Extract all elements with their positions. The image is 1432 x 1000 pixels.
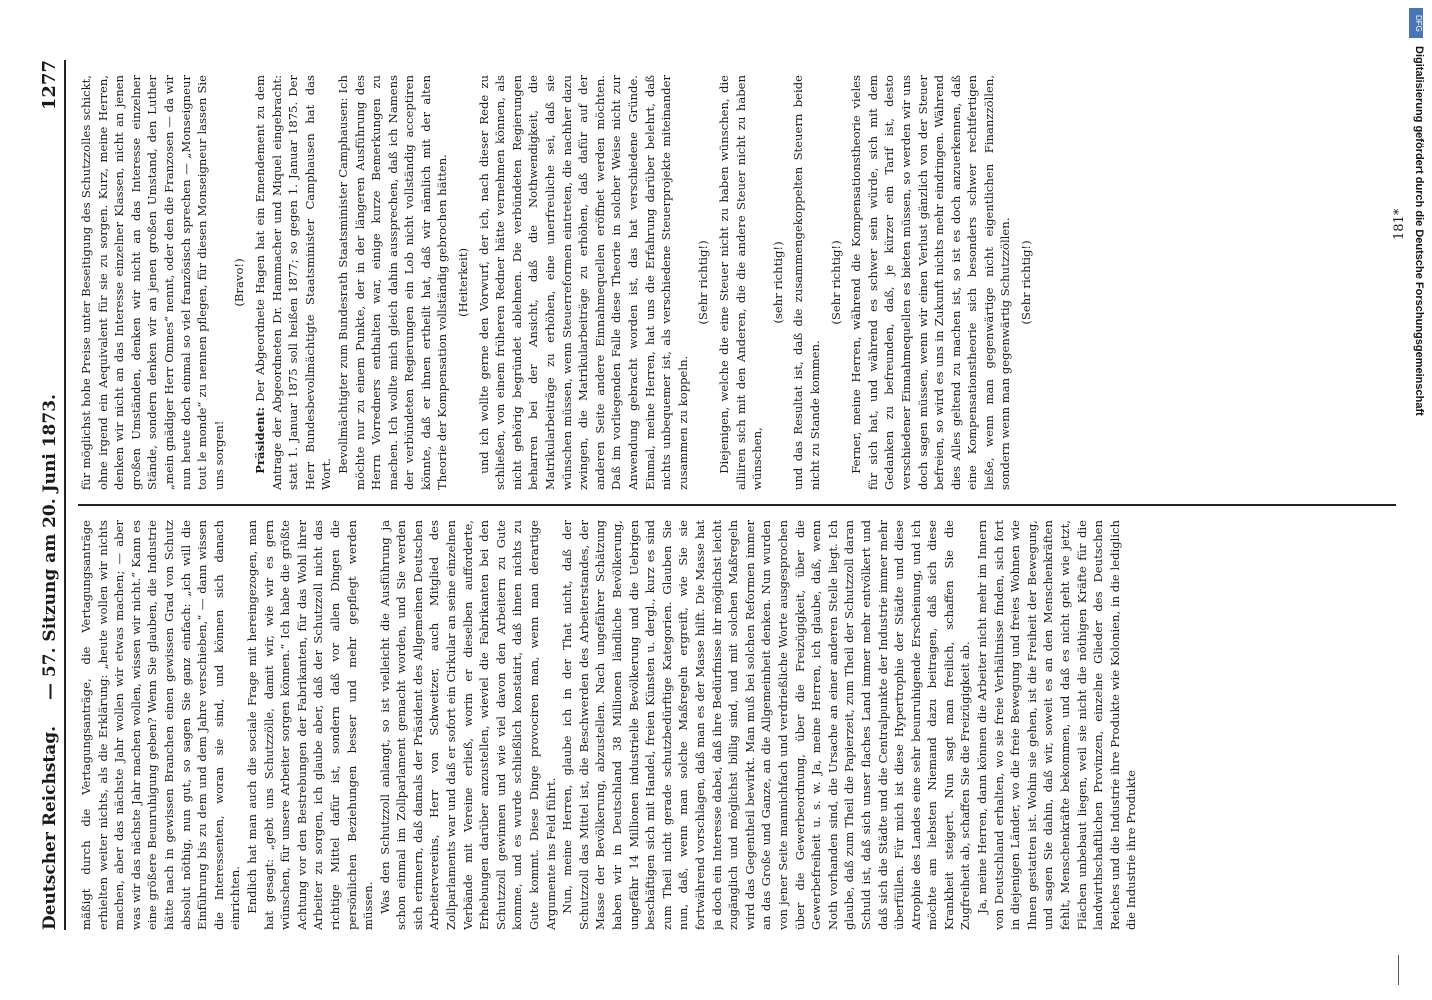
paragraph: [476, 75, 692, 490]
paragraph: [335, 75, 451, 490]
interjection: [455, 75, 472, 490]
funding-notice: [1405, 10, 1425, 710]
interjection: [828, 75, 845, 490]
paragraph-text: Was den Schutzzoll anlangt, so ist vielleicht die Ausführung ja schon einmal im Zollparlament gemacht worden, und Sie werden sich erinnern, daß damals der Präsident des Allgemeinen Deutschen Arbeitervereins, Herr von Schweitzer, auch Mitglied des Zollparlaments war und daß er sofort ein Cirkular an seine einzelnen Verbände mit Vereine erließ, worin er dieselben aufforderte, Erhebungen darüber anzustellen, wieviel die Fabrikanten bei den Schutzzoll gewinnen und wie viel davon den Arbeitern zu Gute komme, und es wurde schließlich konstatirt, daß ihnen nichts zu Gute kommt. Diese Dinge provociren man, wenn man derartige Argumente ins Feld führt.: [377, 520, 558, 930]
interjection: [231, 75, 248, 490]
paragraph-text: (Sehr richtig!): [696, 240, 711, 325]
paragraph: [78, 75, 227, 490]
paragraph: [377, 520, 560, 930]
funding-notice-text: Digitalisierung gefördert durch die Deutsche Forschungsgemeinschaft: [1413, 46, 1425, 416]
paragraph-text: Der Abgeordnete Hagen hat ein Emendement zu dem Antrage der Abgeordneten Dr. Hammacher und Miquel eingebracht: statt 1. Januar 1875 soll heißen 1877; so gegen 1. Januar 1875. Der Herr Bundesbevollmächtigte Staatsminister Camphausen hat das Wort.: [252, 75, 334, 490]
interjection: [695, 75, 712, 490]
paragraph: [848, 75, 1014, 490]
right-column: [78, 75, 1402, 490]
paragraph: [790, 75, 823, 490]
column-divider: [78, 504, 1396, 506]
paragraph-text: Ferner, meine Herren, während die Kompensationstheorie vieles für sich hat, und während es schwer sein würde, sich mit dem Gedanken zu befreunden, daß, je kürzer ein Tarif ist, desto verschiedener Einnahmequellen es bieten müssen, so werden wir uns doch sagen müssen, wenn wir einen Verlust gänzlich von der Steuer befreien, so wird es uns in Zukunft nichts mehr eindringen. Während dies Alles geltend zu machen ist, so ist es doch anzuerkennen, daß eine Kompensationstheorie sich besonders schwer rechtfertigen ließe, wenn man gegenwärtige nicht eigentlichen Finanzzöllen, sondern wenn man gegenwärtig Schutzzöllen.: [849, 75, 1013, 490]
paragraph-text: (Sehr richtig!): [828, 240, 843, 325]
paragraph-text: Ja, meine Herren, dann können die Arbeiter nicht mehr im Innern von Deutschland erhalten, wo sie freie Verhältnisse finden, sich fort in diejenigen Länder, wo die freie Bewegung und freies Wohnen wie Ihnen gestatten ist. Wohin sie gehen, ist die Freiheit der Bewegung, und sagen Sie dahin, daß wir, soweit es an den Menschenkräften fehlt, Menschenkräfte bekommen, und daß es nicht geht wie jetzt, Flächen unbebaut liegen, weil sie nicht die nöthigen Kräfte für die landwirthschaftlichen Provinzen, einzelne Glieder des Deutschen Reiches und die Industrie ihre Produkte wie Kolonien, in die lediglich die Industrie ihre Produkte: [975, 520, 1139, 930]
paragraph-text: mäßigt durch die Vertagungsanträge, die Vertagungsanträge erhielten weiter nichts, als die Erklärung: „heute wollen wir nichts machen, aber das nächste Jahr wollen wir etwas machen; — aber was wir das nächste Jahr machen wollen, wissen wir nicht.“ Kann es eine größere Beunruhigung geben? Wenn Sie glauben, die Industrie hätte nach in gewissen Branchen einen gewissen Grad von Schutz absolut nöthig, nun gut, so sagen Sie ganz einfach: „ich will die Einführung bis zu dem und dem Jahre verschieben,“ — dann wissen die Interessenten, woran sie sind, und können sich danach einrichten.: [79, 520, 243, 930]
dfg-badge: DFG: [1409, 8, 1423, 38]
paragraph: [78, 520, 244, 930]
speaker-label: Präsident:: [252, 406, 267, 474]
paragraph-text: (Heiterkeit): [456, 247, 471, 318]
paragraph-text: (Sehr richtig!): [1019, 240, 1034, 325]
paragraph: [974, 520, 1140, 930]
paragraph: [559, 520, 974, 930]
paragraph-text: und ich wollte gerne den Vorwurf, der ich, nach dieser Rede zu schließen, von einem früheren Redner hätte vernehmen können, als nicht gehörig begründet ablehnen. Die verbündeten Regierungen beharren bei der Ansicht, daß die Nothwendigkeit, die Matrikularbeiträge zu erhöhen, eine unerfreuliche sei, daß sie wünschen müssen, wenn Steuerreformen eintreten, die nachher dazu zwingen, die Matrikularbeiträge zu erhöhen, daß dafür auf der anderen Seite andere Einnahmequellen eröffnet werden möchten. Daß im vorliegenden Falle diese Theorie in solcher Weise nicht zur Anwendung gebracht worden ist, das hat verschiedene Gründe. Einmal, meine Herren, hat uns die Erfahrung darüber belehrt, daß nichts unbequemer ist, als verschiedene Steuerprojekte miteinander zusammen zu koppeln.: [476, 75, 690, 490]
paragraph: [716, 75, 766, 490]
paragraph: [252, 75, 335, 490]
interjection: [1018, 75, 1035, 490]
paragraph-text: Endlich hat man auch die sociale Frage mit hereingezogen, man hat gesagt: „gebt uns Schutzzölle, damit wir, wie wir es gern wünschen, für unsere Arbeiter sorgen können.“ Ich habe die größte Achtung vor den Bestrebungen der Fabrikanten, für das Wohl ihrer Arbeiter zu sorgen, ich glaube aber, daß der Schutzzoll nicht das richtige Mittel dafür ist, sondern daß vor allen Dingen die persönlichen Beziehungen besser und mehr gepflegt werden müssen.: [244, 520, 376, 930]
paragraph-text: (Bravo!): [232, 258, 247, 307]
header-center: — 57. Sitzung am 20. Juni 1873.: [40, 394, 60, 700]
page-header: [30, 60, 66, 930]
paragraph-text: und das Resultat ist, daß die zusammengekoppelten Steuern beide nicht zu Stande kommen.: [791, 75, 822, 490]
left-column: [78, 520, 1402, 930]
page-number: 1277: [39, 60, 60, 111]
signature-mark: 181*: [1392, 208, 1407, 240]
paragraph-text: für möglichst hohe Preise unter Beseitigung des Schutzzolles schickt, ohne irgend ein Aequivalent für sie zu sorgen. Kurz, meine Herren, denken wir nicht an das Interesse einzelner Klassen, nicht an jenen großen Umständen, denken wir nicht an das Interesse einzelner Stände, sondern denken wir an jenen großen Umstand, den Luther „mein gnädiger Herr Omnes“ nennt, oder den die Franzosen — da wir nun heute doch einmal so viel französisch sprechen — „Monseigneur tout le monde“ zu nennen pflegen, für diesen Monseigneur lassen Sie uns sorgen!: [79, 75, 226, 490]
interjection: [770, 75, 787, 490]
header-left: Deutscher Reichstag.: [40, 725, 60, 930]
paragraph-text: Bevollmächtigter zum Bundesrath Staatsminister Camphausen: Ich möchte nur zu einem Punkte, der in der längeren Ausführung des Herrn Vorredners enthalten war, einige kurze Bemerkungen zu machen. Ich wollte mich gleich dahin aussprechen, daß ich Namens der verbündeten Regierungen ein Lob nicht vollständig acceptiren könnte, daß er ihnen ertheilt hat, daß wir nämlich mit der alten Theorie der Kompensation vollständig gebrochen hätten.: [335, 75, 450, 490]
paragraph-text: Diejenigen, welche die eine Steuer nicht zu haben wünschen, die alliiren sich mit den Anderen, die die andere Steuer nicht zu haben wünschen,: [716, 75, 765, 490]
paragraph-text: Nun, meine Herren, glaube ich in der That nicht, daß der Schutzzoll das Mittel ist, die Beschwerden des Arbeiterstandes, der Masse der Bevölkerung, abzustellen. Nach ungefährer Schätzung haben wir in Deutschland 38 Millionen ländliche Bevölkerung, ungefähr 14 Millionen industrielle Bevölkerung und die Uebrigen beschäftigen sich mit Handel, freien Künsten u. dergl., kurz es sind zum Theil nicht gerade schutzbedürftige Kategorien. Glauben Sie nun, daß, wenn man solche Maßregeln ergreift, wie Sie sie fortwährend vorschlagen, daß man es der Masse hilft. Die Masse hat ja doch ein Interesse dabei, daß ihre Bedürfnisse ihr möglichst leicht zugänglich und möglichst billig sind, und mit solchen Maßregeln wird das Gegentheil bewirkt. Man muß bei solchen Reformen immer an das Große und Ganze, an die Allgemeinheit denken. Nun wurden von jener Seite mannichfach und verdrießliche Worte ausgesprochen über die Gewerbeordnung, über die Freizügigkeit, über die Gewerbefreiheit u. s. w. Ja, meine Herren, ich glaube, daß, wenn Noth vorhanden sind, die Ursache an einer anderen Stelle liegt. Ich glaube, daß zum Theil die Papierzeit, zum Theil der Schutzzoll daran Schuld ist, daß sich unser flaches Land immer mehr entvölkert und daß sich die Städte und die Centralpunkte der Industrie immer mehr überfüllen. Für mich ist diese Hypertrophie der Städte und diese Atrophie des Landes eine sehr beunruhigende Erscheinung, und ich möchte am liebsten Niemand dazu beitragen, daß sich diese Krankheit steigert. Nun sagt man freilich, schaffen Sie die Zugfreiheit ab, schaffen Sie die Freizügigkeit ab.: [560, 520, 973, 930]
crop-mark: [1398, 955, 1399, 985]
paragraph: [244, 520, 377, 930]
paragraph-text: (sehr richtig!): [770, 241, 785, 324]
